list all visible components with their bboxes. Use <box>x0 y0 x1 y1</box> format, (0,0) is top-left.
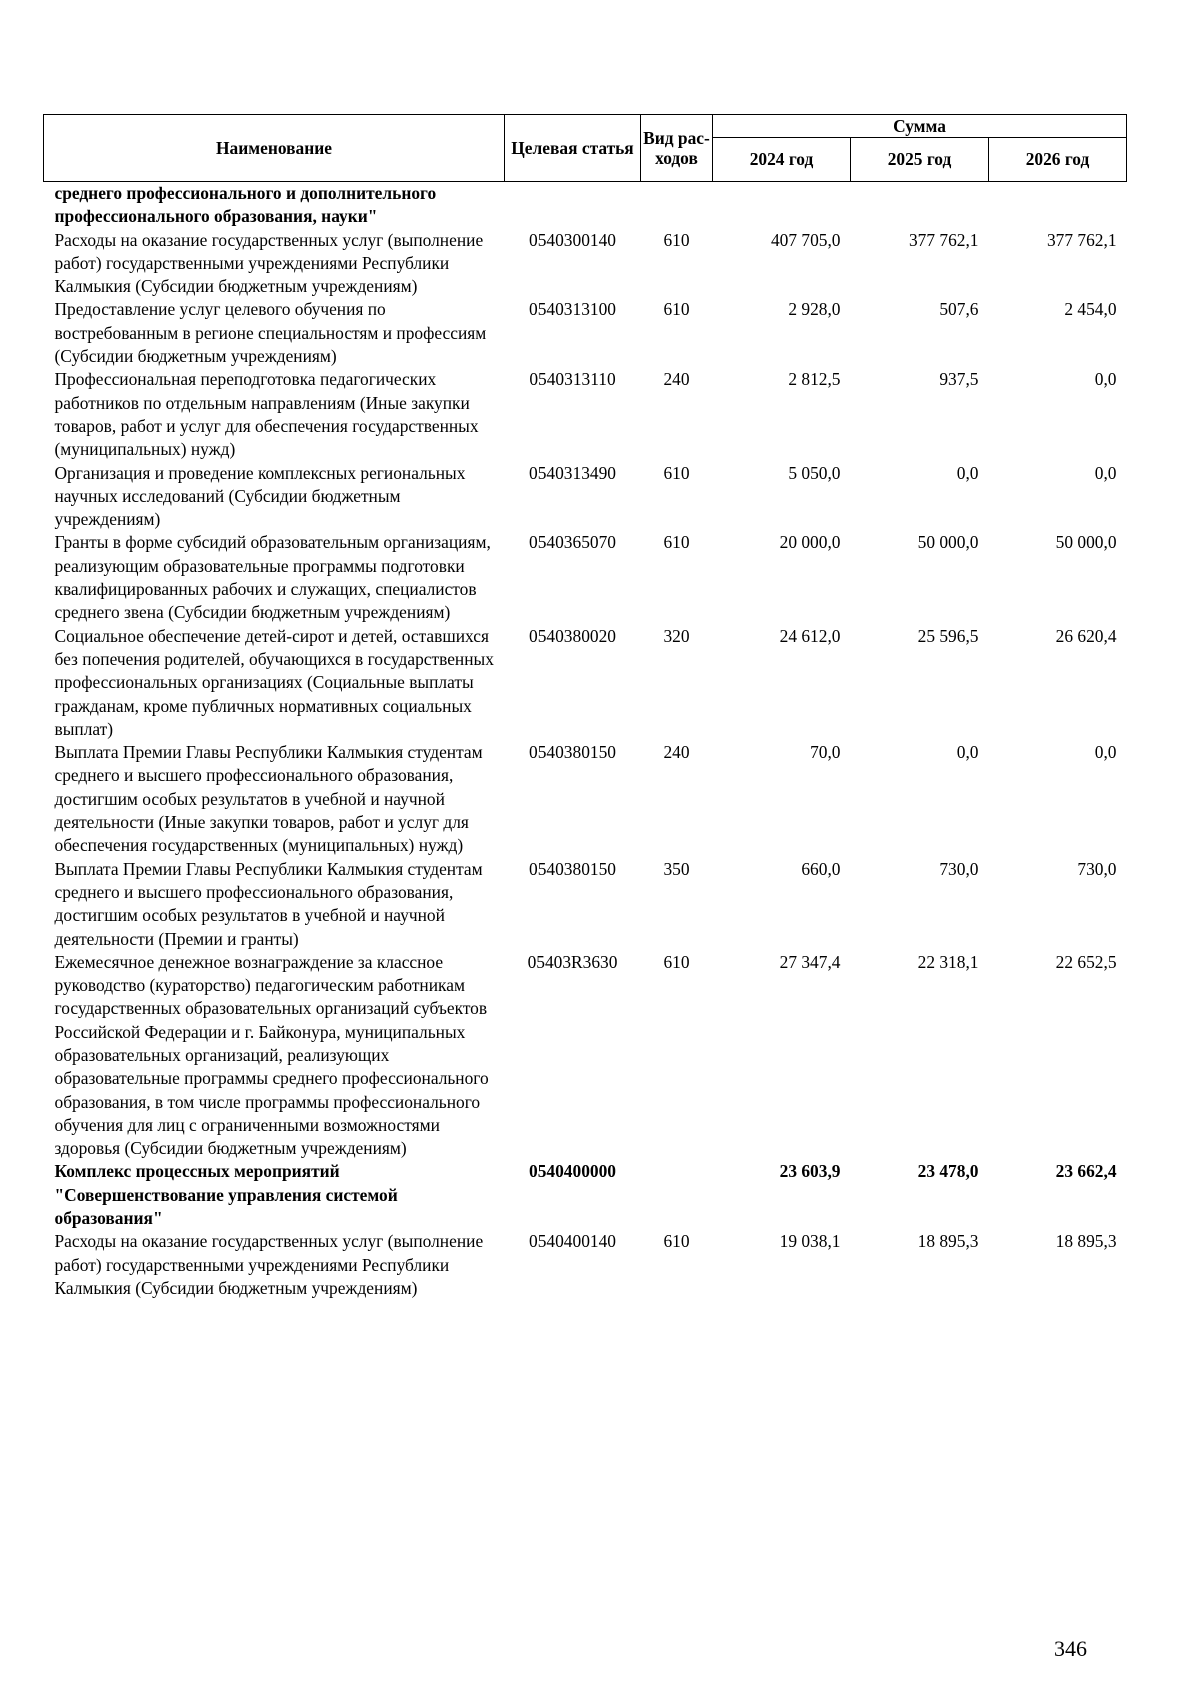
row-amount-2025-cell: 50 000,0 <box>917 532 979 553</box>
row-amount-2026-cell: 22 652,5 <box>1055 951 1117 972</box>
row-target-article-cell: 0540400140 <box>529 1231 616 1252</box>
row-expense-type-cell: 320 <box>663 625 690 646</box>
row-amount-2025-cell: 18 895,3 <box>917 1231 979 1252</box>
row-amount-2025-cell: 730,0 <box>939 858 979 879</box>
row-name-cell: Выплата Премии Главы Республики Калмыкия студентам среднего и высшего профессионального образования, достигшим особых результатов в учебной и научной деятельности (Иные закупки товаров, работ и услуг для обеспечения государственных (муниципальных) нужд) <box>54 742 483 856</box>
row-expense-type-cell <box>641 182 713 229</box>
row-expense-type-cell: 610 <box>663 1231 690 1252</box>
table-row <box>44 741 1127 857</box>
row-target-article-cell: 0540313110 <box>529 369 616 390</box>
row-target-article-cell: 0540365070 <box>529 532 616 553</box>
header-year-2025: 2025 год <box>851 138 989 182</box>
header-name: Наименование <box>44 115 505 182</box>
row-name-cell: Выплата Премии Главы Республики Калмыкия студентам среднего и высшего профессионального образования, достигшим особых результатов в учебной и научной деятельности (Премии и гранты) <box>54 858 483 949</box>
row-target-article-cell: 05403R3630 <box>527 951 618 972</box>
row-amount-2024-cell: 23 603,9 <box>779 1161 841 1182</box>
table-row <box>44 368 1127 461</box>
row-amount-2024-cell: 2 812,5 <box>788 369 841 390</box>
row-expense-type-cell: 610 <box>663 532 690 553</box>
row-amount-2025-cell: 377 762,1 <box>908 229 979 250</box>
table-row <box>44 298 1127 368</box>
row-amount-2025-cell: 22 318,1 <box>917 951 979 972</box>
row-expense-type-cell: 350 <box>663 858 690 879</box>
row-expense-type-cell: 240 <box>663 742 690 763</box>
row-amount-2024-cell <box>713 182 851 229</box>
row-target-article-cell: 0540313490 <box>529 462 616 483</box>
row-target-article-cell: 0540313100 <box>529 299 616 320</box>
row-name-cell: Комплекс процессных мероприятий "Совершенствование управления системой образования" <box>54 1161 398 1229</box>
table-row <box>44 625 1127 741</box>
row-amount-2026-cell: 377 762,1 <box>1046 229 1117 250</box>
row-amount-2026-cell: 23 662,4 <box>1055 1161 1117 1182</box>
table-row <box>44 1230 1127 1300</box>
table-row <box>44 1160 1127 1230</box>
row-target-article-cell: 0540380150 <box>529 742 616 763</box>
row-target-article-cell: 0540380020 <box>529 625 616 646</box>
row-amount-2024-cell: 19 038,1 <box>779 1231 841 1252</box>
row-amount-2026-cell: 0,0 <box>1094 369 1117 390</box>
table-row <box>44 182 1127 229</box>
row-name-cell: Профессиональная переподготовка педагогических работников по отдельным направлениям (Иные закупки товаров, работ и услуг для обеспечения государственных (муниципальных) нужд) <box>54 369 479 460</box>
row-target-article-cell <box>505 182 641 229</box>
row-amount-2025-cell: 25 596,5 <box>917 625 979 646</box>
row-amount-2025-cell: 0,0 <box>956 462 979 483</box>
row-amount-2025-cell: 507,6 <box>939 299 979 320</box>
row-name-cell: Организация и проведение комплексных региональных научных исследований (Субсидии бюджетным учреждениям) <box>54 462 466 530</box>
row-amount-2024-cell: 2 928,0 <box>788 299 841 320</box>
row-amount-2024-cell: 70,0 <box>810 742 841 763</box>
table-header <box>44 115 1127 182</box>
header-target-article: Целевая статья <box>505 115 641 182</box>
row-amount-2026-cell: 18 895,3 <box>1055 1231 1117 1252</box>
row-target-article-cell: 0540300140 <box>529 229 616 250</box>
row-name-cell: Социальное обеспечение детей-сирот и детей, оставшихся без попечения родителей, обучающихся в государственных профессиональных организациях (Социальные выплаты гражданам, кроме публичных нормативных социальных выплат) <box>54 625 494 739</box>
row-name-cell: Расходы на оказание государственных услуг (выполнение работ) государственными учреждениями Республики Калмыкия (Субсидии бюджетным учреждениям) <box>54 229 484 297</box>
row-target-article-cell: 0540400000 <box>529 1161 616 1182</box>
row-amount-2026-cell: 0,0 <box>1094 462 1117 483</box>
row-amount-2026-cell: 0,0 <box>1094 742 1117 763</box>
header-year-2024: 2024 год <box>713 138 851 182</box>
row-expense-type-cell <box>641 1160 713 1230</box>
row-amount-2024-cell: 5 050,0 <box>788 462 841 483</box>
row-amount-2026-cell: 50 000,0 <box>1055 532 1117 553</box>
header-year-2026: 2026 год <box>989 138 1127 182</box>
header-expense-type: Вид рас-ходов <box>641 115 713 182</box>
table-row <box>44 531 1127 624</box>
row-name-cell: Ежемесячное денежное вознаграждение за классное руководство (кураторство) педагогическим работникам государственных образовательных организаций субъектов Российской Федерации и г. Байконура, муниципальных образовательных организаций, реализующих образовательные программы среднего профессионального образования, в том числе программы профессионального обучения для лиц с ограниченными возможностями здоровья (Субсидии бюджетным учреждениям) <box>54 951 489 1159</box>
page-number: 346 <box>1054 1636 1087 1661</box>
row-amount-2026-cell: 730,0 <box>1077 858 1117 879</box>
row-amount-2025-cell: 0,0 <box>956 742 979 763</box>
table-row <box>44 229 1127 299</box>
row-expense-type-cell: 610 <box>663 951 690 972</box>
header-sum: Сумма <box>713 115 1127 138</box>
row-name-cell: Расходы на оказание государственных услуг (выполнение работ) государственными учреждениями Республики Калмыкия (Субсидии бюджетным учреждениям) <box>54 1231 484 1298</box>
row-name-cell: Предоставление услуг целевого обучения по востребованным в регионе специальностям и профессиям (Субсидии бюджетным учреждениям) <box>54 299 487 367</box>
row-amount-2026-cell <box>989 182 1127 229</box>
row-amount-2024-cell: 407 705,0 <box>770 229 841 250</box>
row-amount-2025-cell: 23 478,0 <box>917 1161 979 1182</box>
table-row <box>44 951 1127 1161</box>
table-row <box>44 462 1127 532</box>
row-amount-2024-cell: 24 612,0 <box>779 625 841 646</box>
budget-table <box>43 114 1127 1300</box>
row-amount-2026-cell: 2 454,0 <box>1064 299 1117 320</box>
row-name-cell: среднего профессионального и дополнительного профессионального образования, науки" <box>54 183 437 227</box>
row-target-article-cell: 0540380150 <box>529 858 616 879</box>
row-expense-type-cell: 610 <box>663 462 690 483</box>
table-body <box>44 182 1127 1301</box>
row-name-cell: Гранты в форме субсидий образовательным организациям, реализующим образовательные программы подготовки квалифицированных рабочих и служащих, специалистов среднего звена (Субсидии бюджетным учреждениям) <box>54 532 491 623</box>
row-expense-type-cell: 240 <box>663 369 690 390</box>
row-amount-2024-cell: 660,0 <box>801 858 841 879</box>
row-amount-2026-cell: 26 620,4 <box>1055 625 1117 646</box>
row-expense-type-cell: 610 <box>663 229 690 250</box>
row-amount-2024-cell: 20 000,0 <box>779 532 841 553</box>
row-amount-2025-cell <box>851 182 989 229</box>
row-amount-2024-cell: 27 347,4 <box>779 951 841 972</box>
row-expense-type-cell: 610 <box>663 299 690 320</box>
row-amount-2025-cell: 937,5 <box>939 369 979 390</box>
table-row <box>44 858 1127 951</box>
